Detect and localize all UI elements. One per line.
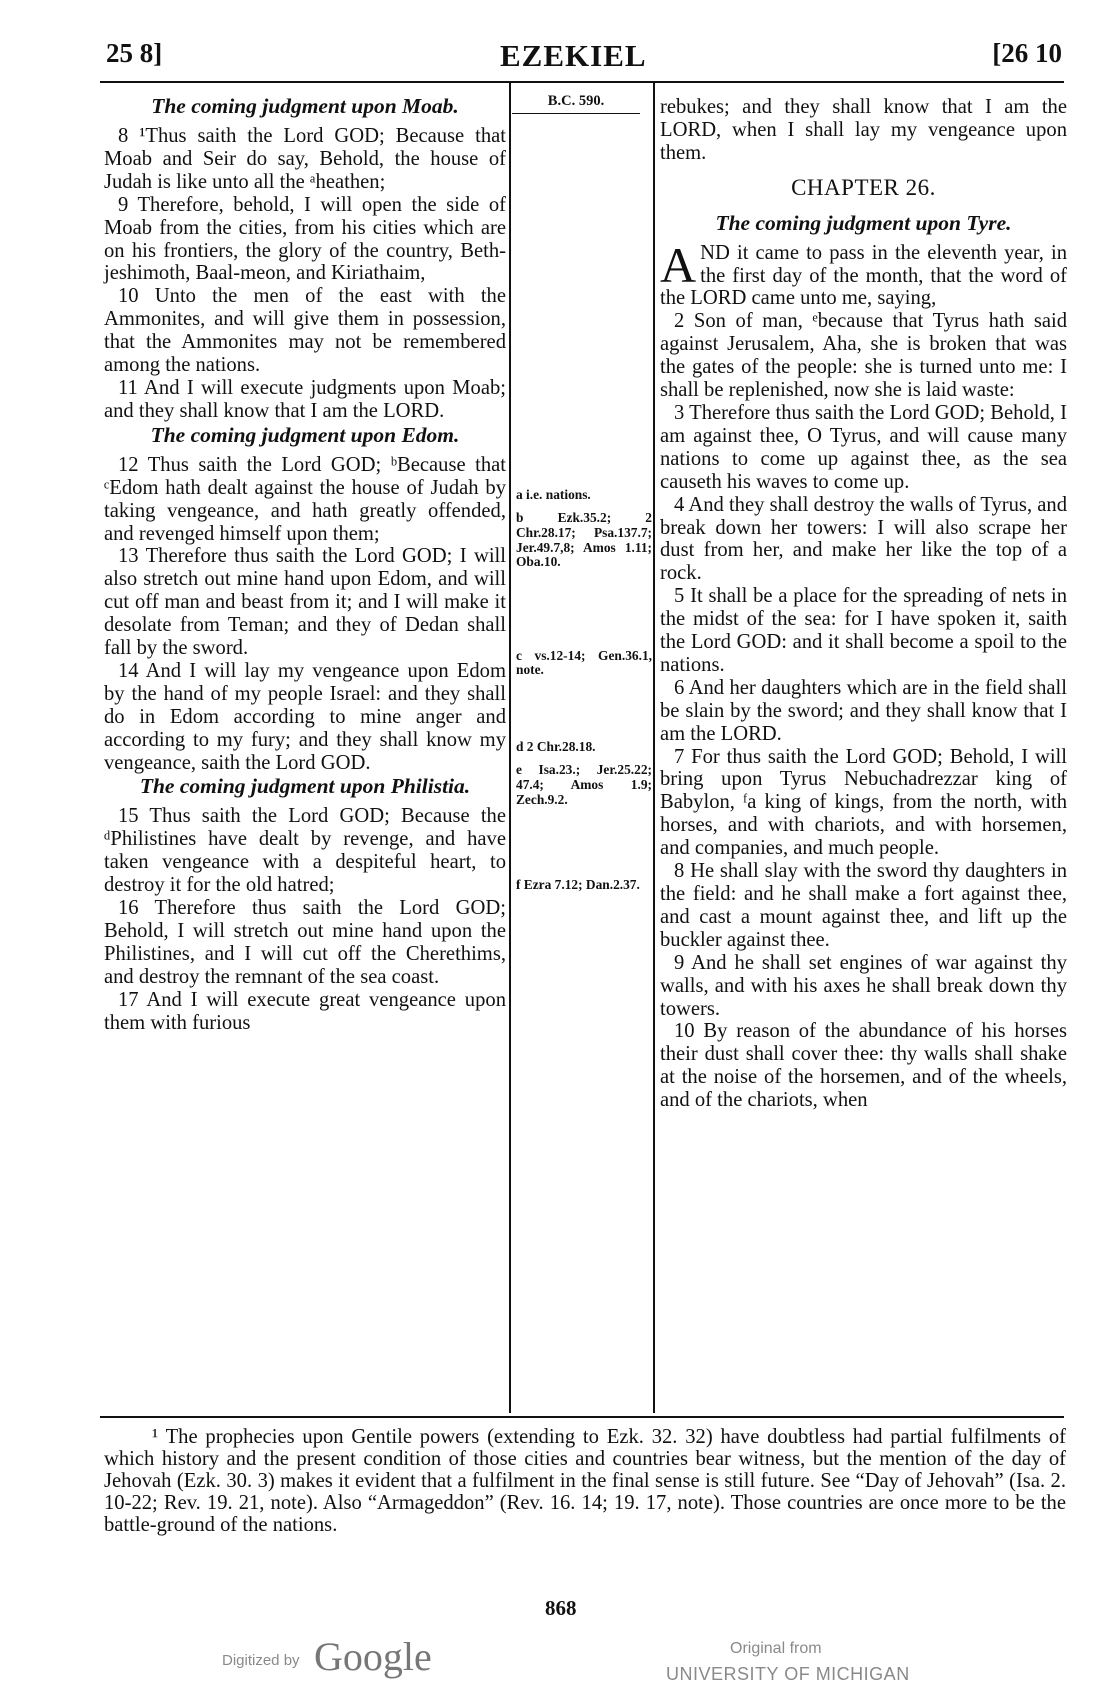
right-verse: rebukes; and they shall know that I am the LORD, when I shall lay my vengeance upon them.: [660, 96, 1067, 164]
margin-reference-note: e Isa.23.; Jer.25.22; 47.4; Amos 1.9; Zech.9.2.: [516, 762, 652, 807]
left-verse: 16 Therefore thus saith the Lord GOD; Behold, I will stretch out mine hand upon the Philistines, and I will cut off the Cherethims, and destroy the remnant of the sea coast.: [104, 897, 506, 988]
margin-date: B.C. 590.: [512, 94, 640, 114]
left-section-heading: The coming judgment upon Philistia.: [139, 774, 471, 799]
right-verse: [660, 236, 1067, 311]
right-verse: 10 By reason of the abundance of his horses their dust shall cover thee: thy walls shall shake at the noise of the horsemen, and of the wheels, and of the chariots, when: [660, 1020, 1067, 1112]
source-library-text: UNIVERSITY OF MICHIGAN: [666, 1664, 910, 1684]
left-verse: 9 Therefore, behold, I will open the side of Moab from the cities, from his cities which are on his frontiers, the glory of the country, Beth-jeshimoth, Baal-meon, and Kiriathaim,: [104, 193, 506, 285]
footnote-text: ¹ The prophecies upon Gentile powers (extending to Ezk. 32. 32) have doubtless had partial fulfilments of which history and the present condition of those cities and countries bear witness, but the mention of the day of Jehovah (Ezk. 30. 3) makes it evident that a fulfilment in the final sense is still future. See “Day of Jehovah” (Isa. 2. 10-22; Rev. 19. 21, note). Also “Armageddon” (Rev. 16. 14; 19. 17, note). Those countries are once more to be the battle-ground of the nations.: [104, 1426, 1066, 1536]
margin-reference-note: c vs.12-14; Gen.36.1, note.: [516, 647, 652, 678]
header-left-ref: 25 8]: [106, 38, 163, 68]
page-number: 868: [545, 1596, 577, 1620]
right-verse: 3 Therefore thus saith the Lord GOD; Behold, I am against thee, O Tyrus, and will cause many nations to come up against thee, as the sea causeth his waves to come up.: [660, 401, 1067, 493]
right-section-heading: The coming judgment upon Tyre.: [715, 210, 1012, 235]
left-verse: 17 And I will execute great vengeance upon them with furious: [104, 988, 506, 1034]
right-verse: 2 Son of man, ᵉbecause that Tyrus hath said against Jerusalem, Aha, she is broken that was the gates of the people: she is turned unto me: I shall be replenished, now she is laid waste:: [660, 310, 1067, 402]
column-divider-right: [653, 83, 655, 1413]
right-verse: 4 And they shall destroy the walls of Tyrus, and break down her towers: I will also scrape her dust from her, and make her like the top of a rock.: [660, 493, 1067, 585]
footnote: [104, 1426, 1066, 1536]
left-verse: 8 ¹Thus saith the Lord GOD; Because that Moab and Seir do say, Behold, the house of Judah is like unto all the ᵃheathen;: [104, 125, 506, 193]
margin-reference-note: b Ezk.35.2; 2 Chr.28.17; Psa.137.7; Jer.49.7,8; Amos 1.11; Oba.10.: [516, 510, 652, 570]
running-header: [100, 34, 1062, 74]
left-verse: 11 And I will execute judgments upon Moab; and they shall know that I am the LORD.: [104, 376, 506, 422]
margin-references: [512, 93, 652, 892]
margin-reference-note: f Ezra 7.12; Dan.2.37.: [516, 876, 640, 892]
left-verse: 10 Unto the men of the east with the Ammonites, and will give them in possession, that the Ammonites may not be remembered among the nations.: [104, 285, 506, 377]
right-verse: 9 And he shall set engines of war against thy walls, and with his axes he shall break down thy towers.: [660, 951, 1067, 1020]
column-divider-left: [509, 83, 511, 1413]
book-title: EZEKIEL: [500, 38, 647, 73]
verse-text: ND it came to pass in the eleventh year, in the first day of the month, that the word of the LORD came unto me, saying,: [660, 241, 1067, 310]
right-verse: 8 He shall slay with the sword thy daughters in the field: and he shall make a fort against thee, and cast a mount against thee, and lift up the buckler against thee.: [660, 860, 1067, 951]
footnote-rule: [100, 1416, 1064, 1418]
left-text-column: [104, 94, 506, 1035]
header-rule: [100, 81, 1064, 83]
header-right-ref: [26 10: [992, 38, 1062, 68]
margin-reference-note: d 2 Chr.28.18.: [516, 739, 596, 755]
left-verse: 12 Thus saith the Lord GOD; ᵇBecause that ᶜEdom hath dealt against the house of Judah by taking vengeance, and hath greatly offended, and revenged himself upon them;: [104, 453, 506, 545]
drop-cap: A: [660, 236, 697, 293]
right-verse: 7 For thus saith the Lord GOD; Behold, I will bring upon Tyrus Nebuchadrezzar king of Babylon, ᶠa king of kings, from the north, with horses, and with chariots, and with horsemen, and companies, and much people.: [660, 745, 1067, 860]
chapter-heading: CHAPTER 26.: [791, 174, 936, 200]
digitized-by-text: Digitized by: [222, 1652, 300, 1669]
margin-reference-note: a i.e. nations.: [516, 487, 591, 503]
left-section-heading: The coming judgment upon Edom.: [150, 422, 460, 447]
right-verse: 5 It shall be a place for the spreading of nets in the midst of the sea: for I have spoken it, saith the Lord GOD: and it shall become a spoil to the nations.: [660, 585, 1067, 676]
google-logo: Google: [314, 1634, 432, 1679]
left-verse: 13 Therefore thus saith the Lord GOD; I will also stretch out mine hand upon Edom, and will cut off man and beast from it; and I will make it desolate from Teman; and they of Dedan shall fall by the sword.: [104, 545, 506, 660]
right-text-column: [660, 96, 1067, 1112]
left-verse: 15 Thus saith the Lord GOD; Because the ᵈPhilistines have dealt by revenge, and have taken vengeance with a despiteful heart, to destroy it for the old hatred;: [104, 805, 506, 897]
original-from-text: Original from: [730, 1640, 822, 1657]
left-verse: 14 And I will lay my vengeance upon Edom by the hand of my people Israel: and they shall do in Edom according to mine anger and according to my fury; and they shall know my vengeance, saith the Lord GOD.: [104, 659, 506, 774]
right-verse: 6 And her daughters which are in the field shall be slain by the sword; and they shall know that I am the LORD.: [660, 676, 1067, 745]
left-section-heading: The coming judgment upon Moab.: [151, 94, 459, 118]
